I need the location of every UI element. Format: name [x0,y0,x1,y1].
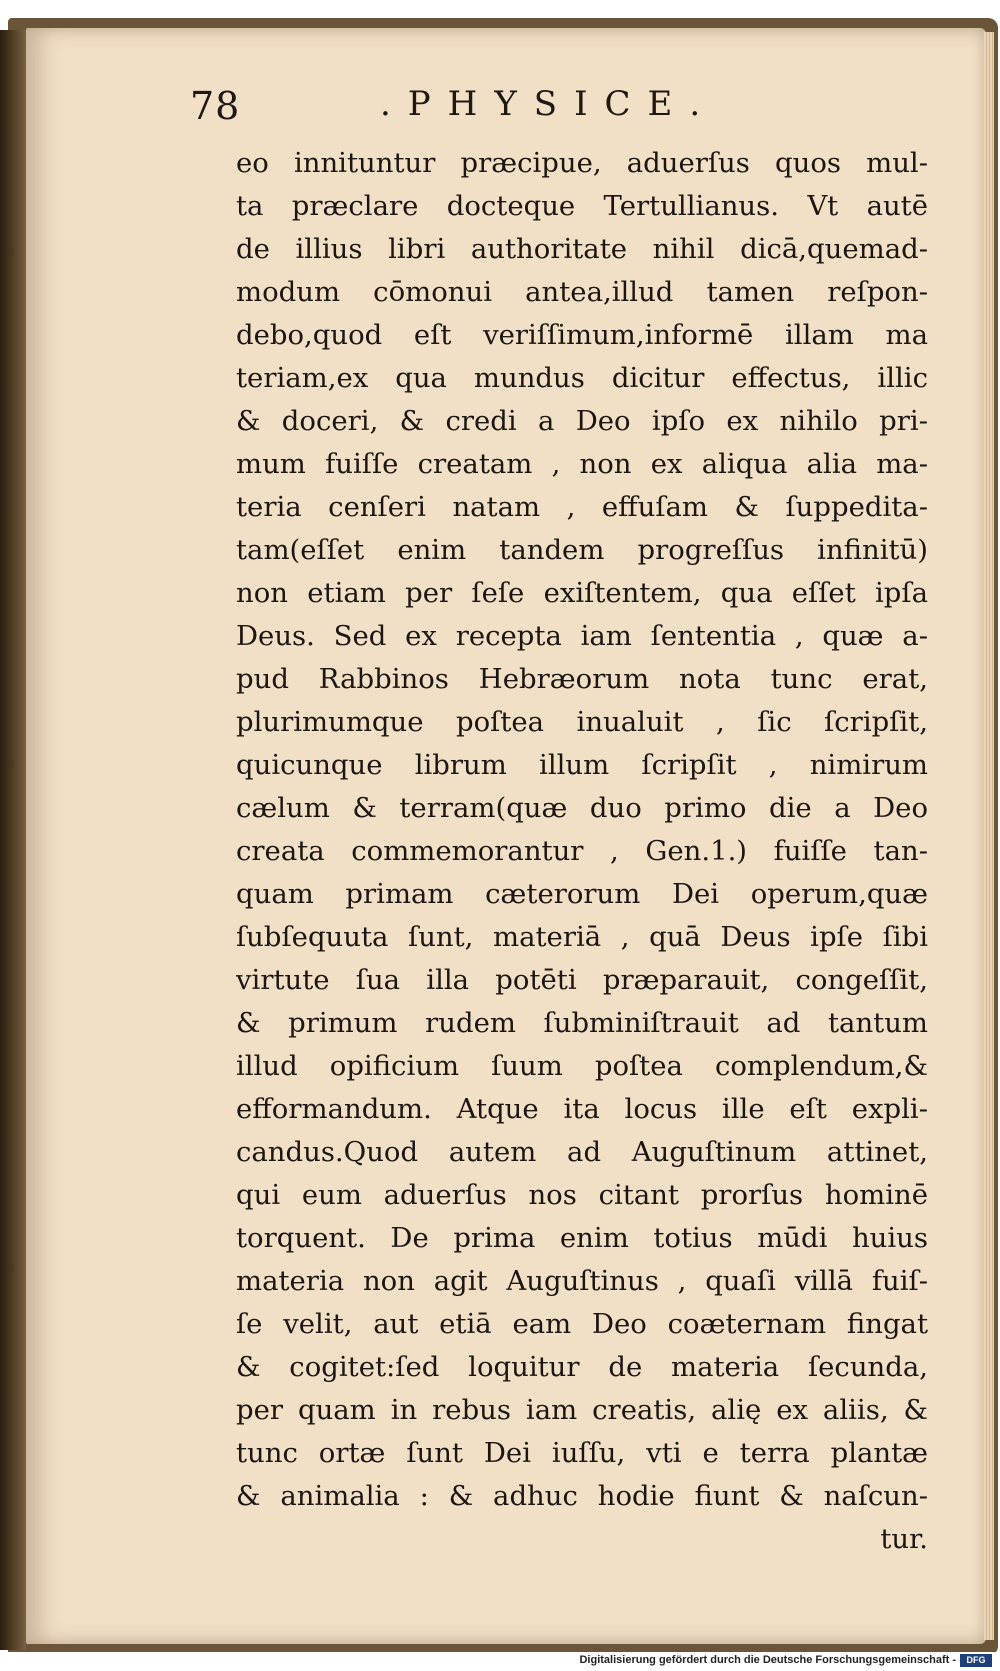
text-line: eo innituntur præcipue, aduerſus quos mul- [236,147,928,179]
page-edges [984,32,994,1640]
body-text [236,142,928,1561]
catchword: tur. [880,1523,928,1555]
text-line: de illius libri authoritate nihil dicā,quemad- [236,233,928,265]
text-line: materia non agit Auguſtinus , quaſi villā fuiſ- [236,1265,928,1297]
funding-note: Digitalisierung gefördert durch die Deutsche Forschungsgemeinschaft - [579,1654,956,1666]
text-line: ſe velit, aut etiā eam Deo coæternam fingat [236,1308,928,1340]
text-line: teria cenſeri natam , effuſam & ſuppedita- [236,491,928,523]
text-line: & doceri, & credi a Deo ipſo ex nihilo pri- [236,405,928,437]
text-line: pud Rabbinos Hebræorum nota tunc erat, [236,663,928,695]
text-line: tunc ortæ ſunt Dei iuſſu, vti e terra plantæ [236,1437,928,1469]
text-line: teriam,ex qua mundus dicitur effectus, illic [236,362,928,394]
text-line: ſubſequuta ſunt, materiā , quā Deus ipſe ſibi [236,921,928,953]
text-line: non etiam per ſeſe exiſtentem, qua eſſet ipſa [236,577,928,609]
text-line: qui eum aduerſus nos citant prorſus hominē [236,1179,928,1211]
text-line: quam primam cæterorum Dei operum,quæ [236,878,928,910]
text-line: efformandum. Atque ita locus ille eſt expli- [236,1093,928,1125]
text-line: tam(eſſet enim tandem progreſſus infinitū) [236,534,928,566]
text-line: & animalia : & adhuc hodie fiunt & naſcun- [236,1480,928,1512]
text-line: & primum rudem ſubminiſtrauit ad tantum [236,1007,928,1039]
text-line: per quam in rebus iam creatis, alię ex aliis, & [236,1394,928,1426]
book-binding [0,30,26,1650]
text-line: & cogitet:ſed loquitur de materia ſecunda, [236,1351,928,1383]
footer-bar [0,1652,1000,1671]
text-line: virtute ſua illa potēti præparauit, congeſſit, [236,964,928,996]
text-line: ta præclare docteque Tertullianus. Vt autē [236,190,928,222]
running-head: .PHYSICE. [380,84,718,124]
text-line: cælum & terram(quæ duo primo die a Deo [236,792,928,824]
text-line: creata commemorantur , Gen.1.) fuiſſe tan- [236,835,928,867]
dfg-logo: DFG [960,1654,992,1667]
text-line: candus.Quod autem ad Auguſtinum attinet, [236,1136,928,1168]
page-number: 78 [190,84,241,128]
text-line: mum fuiſſe creatam , non ex aliqua alia ma- [236,448,928,480]
page-header [0,84,1000,134]
text-line: modum cōmonui antea,illud tamen reſpon- [236,276,928,308]
text-line: plurimumque poſtea inualuit , ſic ſcripſit, [236,706,928,738]
text-line: torquent. De prima enim totius mūdi huius [236,1222,928,1254]
text-line: quicunque librum illum ſcripſit , nimirum [236,749,928,781]
text-line: illud opificium ſuum poſtea complendum,& [236,1050,928,1082]
text-line: Deus. Sed ex recepta iam ſententia , quæ a- [236,620,928,652]
text-line: debo,quod eſt veriſſimum,informē illam ma [236,319,928,351]
